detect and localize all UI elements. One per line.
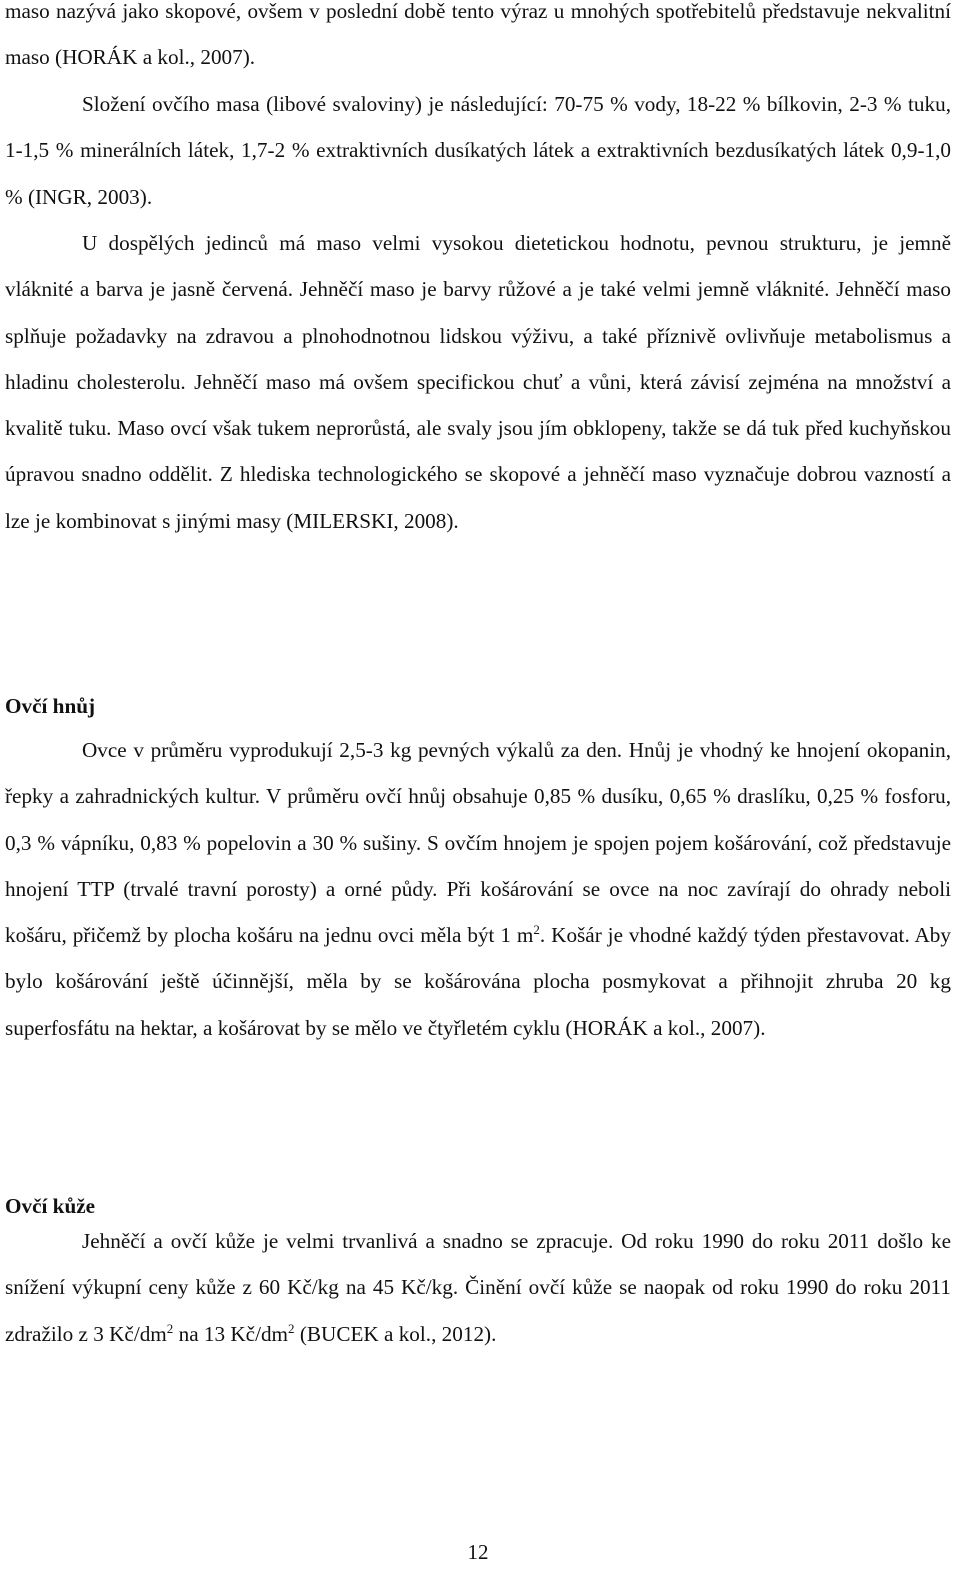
paragraph-sheep-skin [5, 1218, 951, 1357]
paragraph-meat-intro-end: maso nazývá jako skopové, ovšem v poslední době tento výraz u mnohých spotřebitelů představuje nekvalitní maso (HORÁK a kol., 2007). [5, 0, 951, 70]
manure-text-part-1: Ovce v průměru vyprodukují 2,5-3 kg pevných výkalů za den. Hnůj je vhodný ke hnojení okopanin, řepky a zahradnických kultur. V průměru ovčí hnůj obsahuje 0,85 % dusíku, 0,65 % draslíku, 0,25 % fosforu, 0,3 % vápníku, 0,83 % popelovin a 30 % sušiny. S ovčím hnojem je spojen pojem košárování, což představuje hnojení TTP (trvalé travní porosty) a orné půdy. Při košárování se ovce na noc zavírají do ohrady neboli košáru, přičemž by plocha košáru na jednu ovci měla být 1 m [5, 738, 951, 948]
skin-text-part-2: na 13 Kč/dm [173, 1321, 289, 1346]
paragraph-meat-quality: U dospělých jedinců má maso velmi vysokou dietetickou hodnotu, pevnou strukturu, je jemně vláknité a barva je jasně červená. Jehněčí maso je barvy růžové a je také velmi jemně vláknité. Jehněčí maso splňuje požadavky na zdravou a plnohodnotnou lidskou výživu, a také příznivě ovlivňuje metabolismus a hladinu cholesterolu. Jehněčí maso má ovšem specifickou chuť a vůni, která závisí zejména na množství a kvalitě tuku. Maso ovcí však tukem neprorůstá, ale svaly jsou jím obklopeny, takže se dá tuk před kuchyňskou úpravou snadno oddělit. Z hlediska technologického se skopové a jehněčí maso vyznačuje dobrou vazností a lze je kombinovat s jinými masy (MILERSKI, 2008). [5, 231, 951, 533]
manure-superscript: 2 [533, 922, 540, 938]
skin-superscript-2: 2 [288, 1320, 295, 1336]
manure-text-part-2: . Košár je vhodné každý týden přestavovat. Aby bylo košárování ještě účinnější, měla by se košárována plocha posmykovat a přihnojit zhruba 20 kg superfosfátu na hektar, a košárovat by se mělo ve čtyřletém cyklu (HORÁK a kol., 2007). [5, 923, 951, 1040]
skin-superscript-1: 2 [166, 1320, 174, 1336]
document-page [5, 0, 951, 1580]
heading-sheep-skin: Ovčí kůže [5, 1194, 96, 1218]
paragraph-meat-composition: Složení ovčího masa (libové svaloviny) je následující: 70-75 % vody, 18-22 % bílkovin, 2-3 % tuku, 1-1,5 % minerálních látek, 1,7-2 % extraktivních dusíkatých látek a extraktivních bezdusíkatých látek 0,9-1,0 % (INGR, 2003). [5, 92, 951, 209]
heading-sheep-manure: Ovčí hnůj [5, 694, 96, 718]
skin-text-part-1: Jehněčí a ovčí kůže je velmi trvanlivá a snadno se zpracuje. Od roku 1990 do roku 2011 došlo ke snížení výkupní ceny kůže z 60 Kč/kg na 45 Kč/kg. Činění ovčí kůže se naopak od roku 1990 do roku 2011 zdražilo z 3 Kč/dm [5, 1229, 951, 1346]
page-number: 12 [467, 1540, 489, 1564]
skin-text-part-3: (BUCEK a kol., 2012). [294, 1321, 497, 1346]
paragraph-sheep-manure [5, 727, 951, 1051]
